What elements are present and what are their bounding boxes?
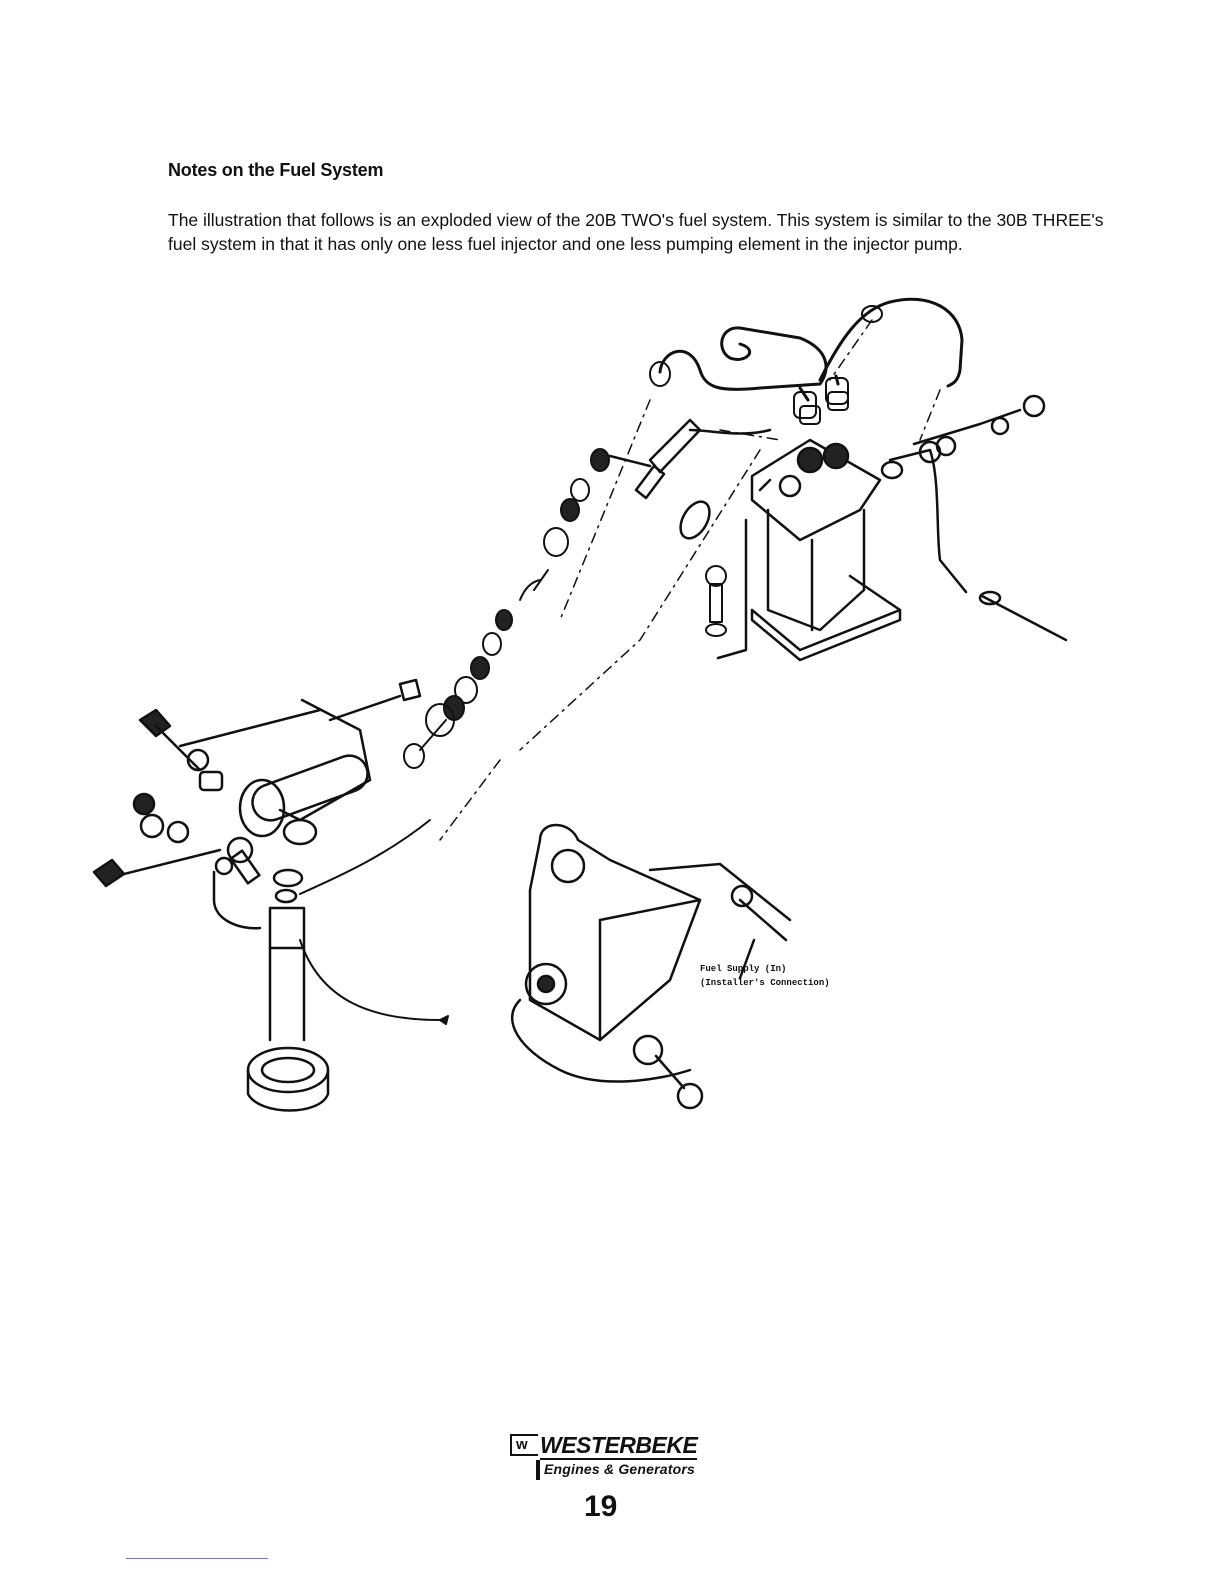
logo-mark-icon: w	[510, 1434, 538, 1456]
injector-lines	[660, 299, 962, 400]
westerbeke-logo	[510, 1430, 750, 1486]
callout-line-2: (Installer's Connection)	[700, 978, 830, 988]
splined-shaft	[248, 870, 328, 1111]
page-number: 19	[584, 1490, 618, 1523]
return-line	[882, 396, 1066, 640]
flow-lines	[300, 820, 448, 1024]
brand-tagline: Engines & Generators	[544, 1461, 696, 1477]
logo-bar	[536, 1460, 540, 1480]
section-heading: Notes on the Fuel System	[168, 160, 384, 180]
brand-name: WESTERBEKE	[540, 1432, 698, 1458]
fuel-supply-callout	[700, 962, 830, 990]
intro-paragraph: The illustration that follows is an exploded view of the 20B TWO's fuel system. This system is similar to the 30B THREE's fuel system in that it has only one less fuel injector and one less pumping element in the injector pump.	[168, 210, 1104, 254]
fuel-system-exploded-diagram	[0, 280, 1224, 1140]
line-fittings	[650, 306, 882, 424]
footer-rule	[126, 1558, 268, 1559]
nozzle-components	[404, 449, 609, 768]
callout-line-1: Fuel Supply (In)	[700, 964, 787, 974]
pump-bolt	[706, 566, 726, 636]
lever-assembly	[94, 680, 420, 928]
